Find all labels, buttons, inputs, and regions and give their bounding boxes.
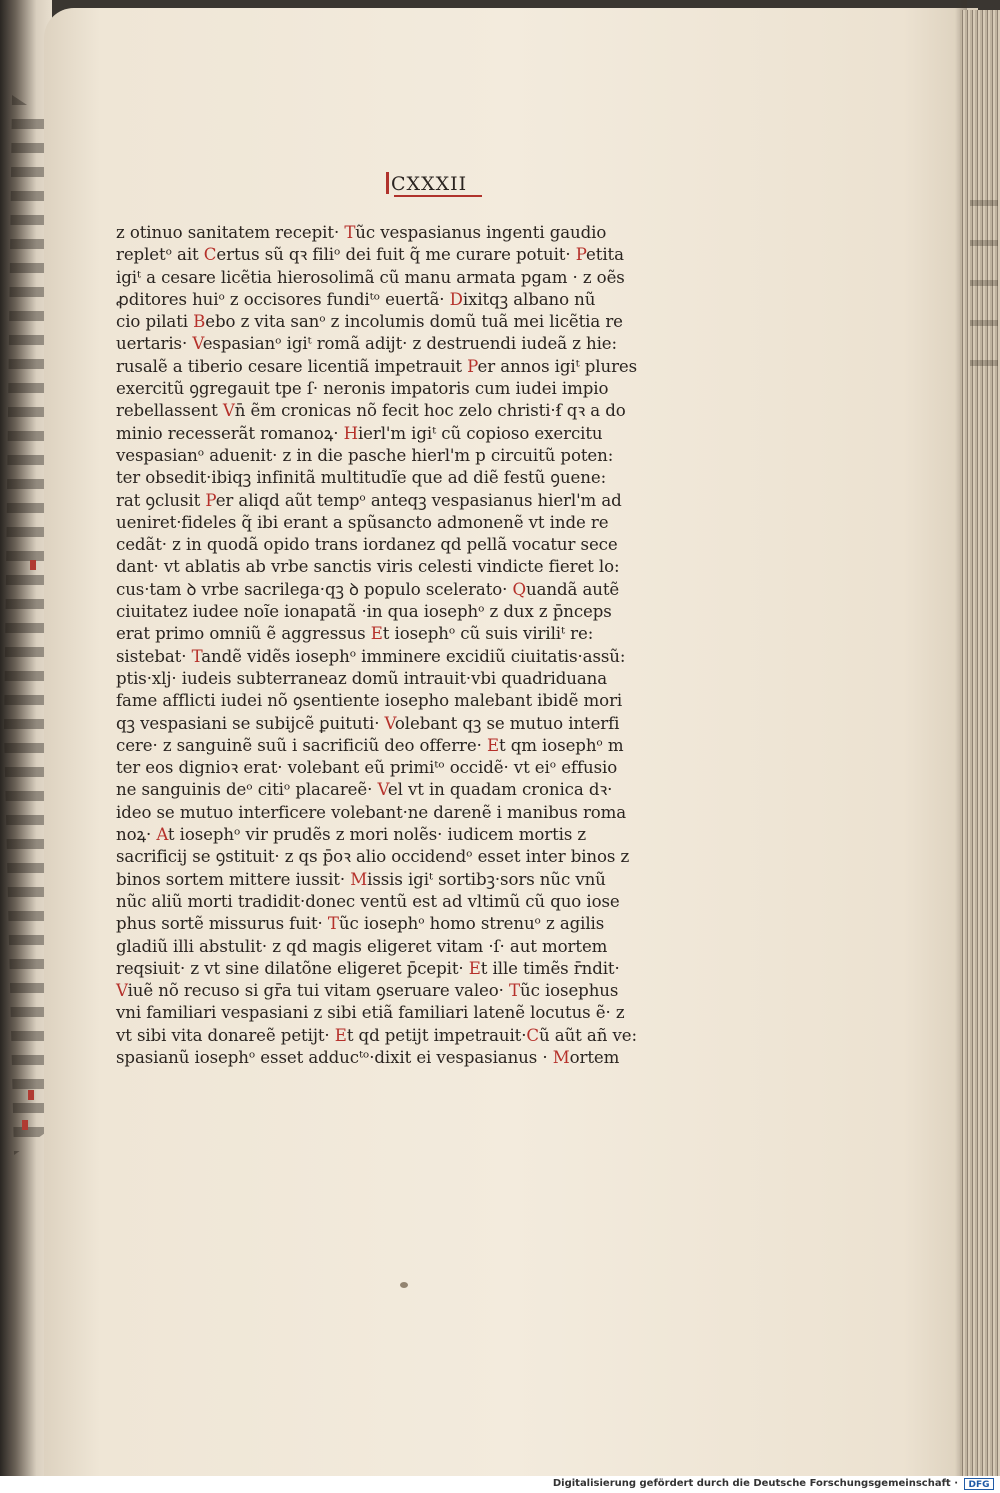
text-line: [116, 1002, 676, 1024]
text-segment: fame afflicti iudei nõ ꝯsentiente iosepho malebant ibidẽ mori: [116, 691, 623, 711]
text-line: [116, 1047, 676, 1069]
text-line: [116, 869, 676, 891]
text-line: [116, 601, 676, 623]
text-line: [116, 779, 676, 801]
rubricated-initial: V: [384, 713, 395, 733]
text-segment: ũc vespasianus ingenti gaudio: [355, 223, 607, 242]
text-segment: el vt in quadam cronica dꝛ·: [387, 780, 613, 800]
text-segment: ũc iosephus: [519, 981, 619, 1001]
text-line: [116, 668, 676, 690]
rubricated-initial: T: [327, 914, 339, 934]
text-line: [116, 913, 676, 935]
rubricated-initial: M: [350, 869, 368, 889]
text-line: [116, 980, 676, 1002]
text-segment: ꝓditores huiᵒ z occisores fundiᵗᵒ euertã·: [116, 289, 450, 309]
text-segment: exercitũ ꝯgregauit tpe ſ· neronis impatoris cum iudei impio: [116, 379, 609, 399]
text-segment: t qm iosephᵒ m: [498, 735, 624, 755]
left-rubric-mark: [30, 560, 36, 570]
rubricated-initial: C: [203, 245, 217, 265]
text-segment: nũc aliũ morti tradidit·donec ventũ est ad vltimũ cũ quo iose: [116, 891, 620, 911]
rubricated-initial: P: [205, 490, 216, 510]
rubricated-initial: P: [575, 245, 587, 265]
text-segment: ierl'm igiᵗ cũ copioso exercitu: [357, 423, 603, 443]
text-segment: rat ꝯclusit: [116, 490, 206, 510]
text-line: [116, 512, 676, 534]
text-segment: ptis·xlj· iudeis subterraneaz domũ intrauit·vbi quadriduana: [116, 668, 608, 688]
text-segment: rusalẽ a tiberio cesare licentiã impetrauit: [116, 356, 468, 376]
folio-underline: [394, 195, 482, 197]
text-segment: cio pilati: [116, 312, 194, 332]
text-segment: vni familiari vespasiani z sibi etiã familiari latenẽ locutus ẽ· z: [116, 1003, 625, 1023]
text-line: [116, 646, 676, 668]
text-line: [116, 490, 676, 512]
text-line: [116, 222, 676, 244]
text-segment: ter eos dignioꝛ erat· volebant eũ primiᵗᵒ occidẽ· vt eiᵒ effusio: [116, 758, 618, 778]
rubricated-initial: V: [192, 334, 203, 354]
text-line: [116, 846, 676, 868]
text-segment: ixitqꝫ albano nũ: [462, 289, 596, 309]
text-segment: cus·tam ꝺ vrbe sacrilega·qꝫ ꝺ populo scelerato·: [116, 579, 513, 599]
rubricated-initial: A: [156, 825, 168, 845]
text-line: [116, 936, 676, 958]
text-segment: ertus sũ qꝛ filiᵒ dei fuit q̃ me curare potuit·: [216, 245, 576, 265]
text-line: [116, 311, 676, 333]
text-segment: t iosephᵒ vir prudẽs z mori nolẽs· iudicem mortis z: [167, 825, 587, 845]
text-line: [116, 824, 676, 846]
rubricated-initial: V: [222, 401, 235, 421]
text-line: [116, 690, 676, 712]
text-line: [116, 289, 676, 311]
text-segment: andẽ vidẽs iosephᵒ imminere excidiũ ciuitatis·assũ:: [201, 646, 626, 666]
text-segment: rebellassent: [116, 401, 223, 421]
text-line: [116, 556, 676, 578]
text-line: [116, 1025, 676, 1047]
rubricated-initial: M: [552, 1047, 570, 1067]
text-segment: er aliqd aũt tempᵒ anteqꝫ vespasianus hierl'm ad: [215, 490, 622, 510]
text-line: [116, 757, 676, 779]
rubricated-initial: E: [370, 624, 383, 644]
page-mark: [400, 1282, 408, 1288]
left-rubric-mark: [22, 1120, 28, 1130]
text-line: [116, 378, 676, 400]
text-line: [116, 958, 676, 980]
text-segment: ũc iosephᵒ homo strenuᵒ z agilis: [338, 914, 605, 934]
rubricated-initial: H: [343, 423, 358, 443]
text-line: [116, 445, 676, 467]
text-segment: gladiũ illi abstulit· z qd magis eligeret vitam ·ſ· aut mortem: [116, 936, 608, 956]
text-segment: noꝝ·: [116, 825, 157, 845]
text-segment: dant· vt ablatis ab vrbe sanctis viris celesti vindicte fieret lo:: [116, 557, 620, 577]
text-line: [116, 400, 676, 422]
text-segment: ciuitatez iudee noĩe ionapatã ·in qua iosephᵒ z dux z p̄nceps: [116, 602, 612, 622]
text-segment: qꝫ vespasiani se subijcẽ ꝑuituti·: [116, 713, 385, 733]
folio-number: [386, 172, 586, 195]
text-segment: ortem: [569, 1047, 620, 1067]
text-segment: ebo z vita sanᵒ z incolumis domũ tuã mei licẽtia re: [205, 312, 623, 332]
footer-credit: Digitalisierung gefördert durch die Deutsche Forschungsgemeinschaft ·: [552, 1478, 958, 1489]
rubricated-initial: T: [509, 981, 520, 1001]
text-segment: espasianᵒ igiᵗ romã adijt· z destruendi iudeã z hie:: [202, 334, 618, 354]
rubricated-initial: C: [526, 1025, 540, 1045]
text-segment: vt sibi vita donareẽ petijt·: [116, 1025, 335, 1045]
text-line: [116, 534, 676, 556]
text-segment: er annos igiᵗ plures: [477, 356, 638, 376]
text-line: [116, 713, 676, 735]
text-segment: etita: [586, 245, 624, 265]
text-segment: ũ aũt añ ve:: [539, 1025, 637, 1045]
rubricated-initial: T: [191, 646, 202, 666]
text-segment: repletᵒ ait: [116, 245, 204, 265]
text-line: [116, 244, 676, 266]
text-line: [116, 423, 676, 445]
left-page-text-fragment: [4, 95, 44, 1155]
text-segment: reqsiuit· z vt sine dilatõne eligeret p̄cepit·: [116, 958, 469, 978]
rubricated-initial: B: [193, 312, 206, 332]
text-segment: ueniret·fideles q̃ ibi erant a spũsancto admonenẽ vt inde re: [116, 512, 609, 532]
text-line: [116, 891, 676, 913]
text-segment: cedãt· z in quodã opido trans iordanez qd pellã vocatur sece: [116, 535, 618, 555]
text-segment: olebant qꝫ se mutuo interfi: [394, 713, 620, 733]
text-segment: sacrificij se ꝯstituit· z qs p̄oꝛ alio occidendᵒ esset inter binos z: [116, 847, 630, 867]
text-segment: t ille timẽs r̄ndit·: [480, 958, 620, 978]
text-segment: minio recesserãt romanoꝝ·: [116, 423, 344, 443]
text-segment: ideo se mutuo interficere volebant·ne darenẽ i manibus roma: [116, 802, 627, 822]
text-line: [116, 356, 676, 378]
text-segment: z otinuo sanitatem recepit·: [116, 223, 345, 242]
dfg-logo: DFG: [964, 1478, 994, 1490]
text-line: [116, 802, 676, 824]
text-segment: t qd petijt impetrauit·: [346, 1025, 527, 1045]
rubricated-initial: P: [467, 356, 478, 376]
text-line: [116, 467, 676, 489]
text-segment: vespasianᵒ aduenit· z in die pasche hierl'm p circuitũ poten:: [116, 445, 614, 465]
rubricated-initial: D: [449, 289, 463, 309]
text-line: [116, 267, 676, 289]
left-rubric-mark: [28, 1090, 34, 1100]
edge-marks: [970, 200, 998, 380]
folio-text: CXXXII: [391, 173, 468, 195]
text-segment: sistebat·: [116, 646, 192, 666]
text-segment: uandã autẽ: [526, 579, 620, 599]
text-segment: binos sortem mittere iussit·: [116, 869, 351, 889]
rubricated-initial: V: [116, 981, 128, 1001]
text-segment: uertaris·: [116, 334, 193, 354]
text-line: [116, 579, 676, 601]
text-segment: iuẽ nõ recuso si gr̄a tui vitam ꝯseruare valeo·: [127, 981, 510, 1001]
rubricated-initial: Q: [512, 579, 527, 599]
text-line: [116, 333, 676, 355]
footer-bar: [0, 1476, 1000, 1493]
folio-rubric-stroke: [386, 172, 389, 194]
text-segment: igiᵗ a cesare licẽtia hierosolimã cũ manu armata pgam · z oẽs: [116, 267, 625, 287]
text-segment: ne sanguinis deᵒ citiᵒ placareẽ·: [116, 780, 378, 800]
text-segment: issis igiᵗ sortibꝫ·sors nũc vnũ: [367, 869, 606, 889]
text-segment: cere· z sanguinẽ suũ i sacrificiũ deo offerre·: [116, 735, 487, 755]
text-segment: ter obsedit·ibiqꝫ infinitã multitudĩe que ad diẽ festũ ꝯuene:: [116, 468, 607, 488]
rubricated-initial: E: [468, 958, 481, 978]
text-line: [116, 735, 676, 757]
rubricated-initial: T: [344, 223, 356, 242]
text-segment: phus sortẽ missurus fuit·: [116, 914, 328, 934]
rubricated-initial: E: [334, 1025, 347, 1045]
text-segment: erat primo omniũ ẽ aggressus: [116, 624, 371, 644]
rubricated-initial: E: [486, 735, 499, 755]
text-block: [116, 222, 676, 1069]
text-segment: t iosephᵒ cũ suis viriliᵗ re:: [382, 624, 594, 644]
text-segment: n̄ ẽm cronicas nõ fecit hoc zelo christi·ẜ qꝛ a do: [234, 401, 626, 421]
text-segment: spasianũ iosephᵒ esset adducᵗᵒ·dixit ei vespasianus ·: [116, 1047, 553, 1067]
rubricated-initial: V: [377, 780, 388, 800]
text-line: [116, 623, 676, 645]
